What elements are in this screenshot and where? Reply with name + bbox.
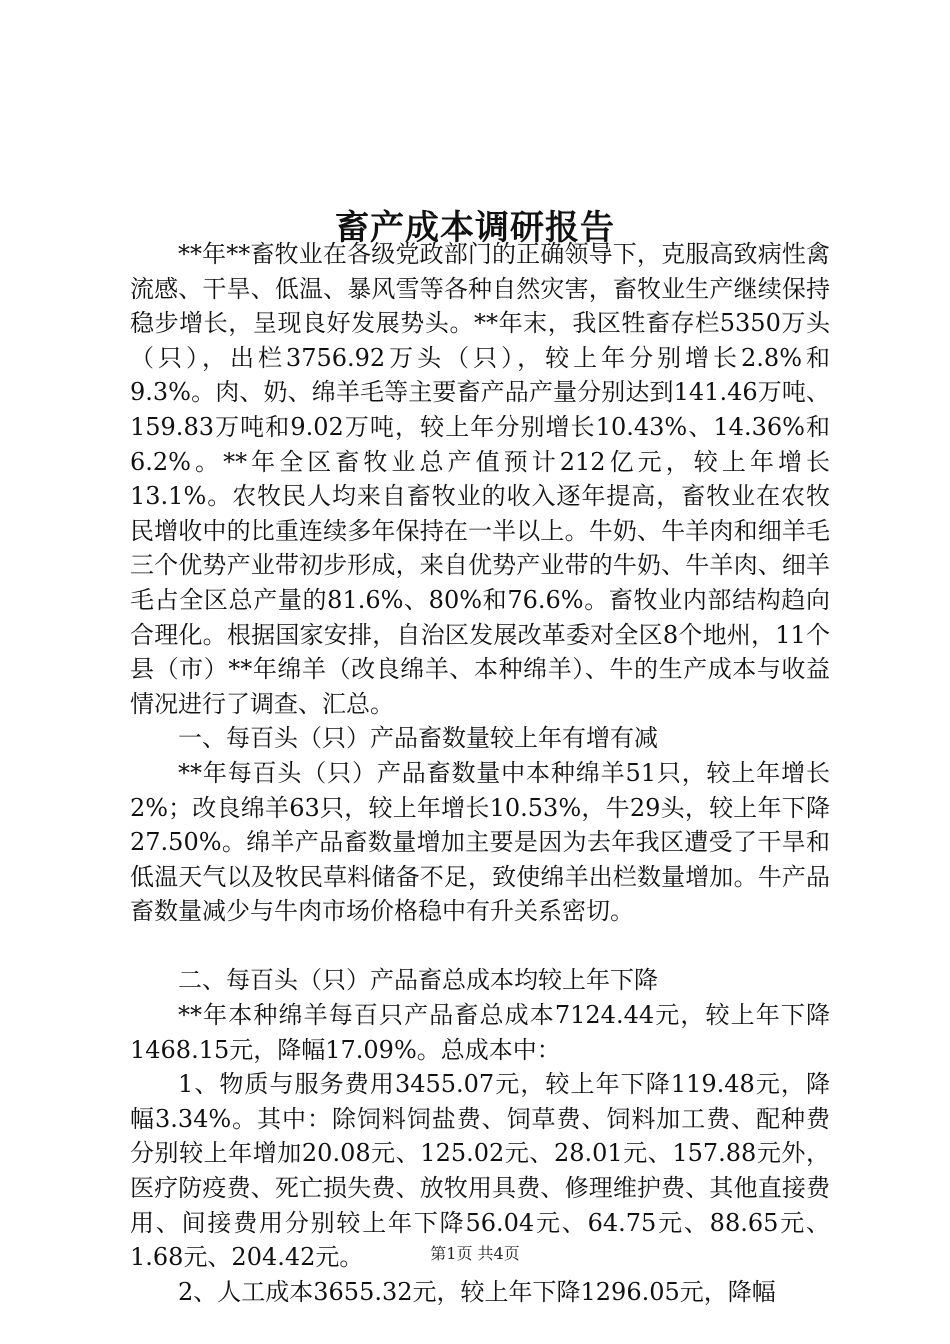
document-title: 畜产成本调研报告 <box>335 207 615 248</box>
cost-item-2-paragraph: 2、人工成本3655.32元，较上年下降1296.05元，降幅 <box>178 1277 776 1306</box>
section-2-paragraph: **年本种绵羊每百只产品畜总成本7124.44元，较上年下降1468.15元，降幅17.09%。总成本中： <box>130 1001 830 1064</box>
section-1-paragraph: **年每百头（只）产品畜数量中本种绵羊51只，较上年增长2%；改良绵羊63只，较上年增长10.53%，牛29头，较上年下降27.50%。绵羊产品畜数量增加主要是因为去年我区遭受了干旱和低温天气以及牧民草料储备不足，致使绵羊出栏数量增加。牛产品畜数量减少与牛肉市场价格稳中有升关系密切。 <box>130 758 830 926</box>
page-footer: 第1页 共4页 <box>430 1244 520 1263</box>
cost-item-1-paragraph: 1、物质与服务费用3455.07元，较上年下降119.48元，降幅3.34%。其中：除饲料饲盐费、饲草费、饲料加工费、配种费分别较上年增加20.08元、125.02元、28.01元、157.88元外，医疗防疫费、死亡损失费、放牧用具费、修理维护费、其他直接费用、间接费用分别较上年下降56.04元、64.75元、88.65元、1.68元、204.42元。 <box>130 1070 830 1272</box>
section-heading-2: 二、每百头（只）产品畜总成本均较上年下降 <box>178 966 658 995</box>
intro-paragraph: **年**畜牧业在各级党政部门的正确领导下，克服高致病性禽流感、干旱、低温、暴风雪等各种自然灾害，畜牧业生产继续保持稳步增长，呈现良好发展势头。**年末，我区牲畜存栏5350万头（只），出栏3756.92万头（只），较上年分别增长2.8%和9.3%。肉、奶、绵羊毛等主要畜产品产量分别达到141.46万吨、159.83万吨和9.02万吨，较上年分别增长10.43%、14.36%和6.2%。**年全区畜牧业总产值预计212亿元，较上年增长13.1%。农牧民人均来自畜牧业的收入逐年提高，畜牧业在农牧民增收中的比重连续多年保持在一半以上。牛奶、牛羊肉和细羊毛三个优势产业带初步形成，来自优势产业带的牛奶、牛羊肉、细羊毛占全区总产量的81.6%、80%和76.6%。畜牧业内部结构趋向合理化。根据国家安排，自治区发展改革委对全区8个地州，11个县（市）**年绵羊（改良绵羊、本种绵羊）、牛的生产成本与收益情况进行了调查、汇总。 <box>130 240 830 718</box>
section-heading-1: 一、每百头（只）产品畜数量较上年有增有减 <box>178 724 658 753</box>
document-body <box>130 237 830 1309</box>
